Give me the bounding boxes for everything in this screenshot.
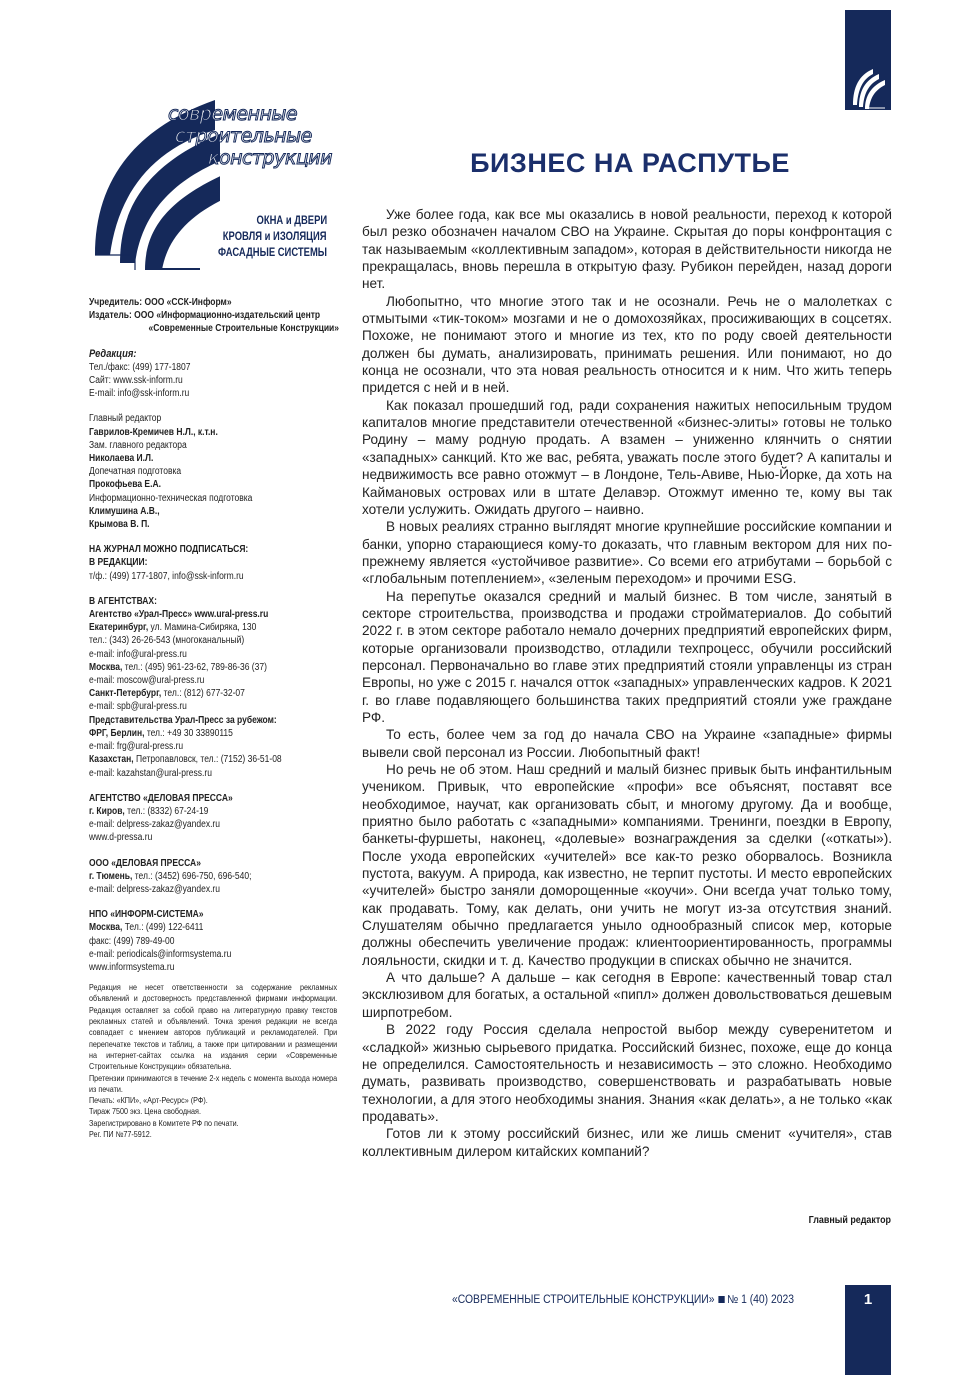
square-bullet-icon <box>718 1296 724 1303</box>
subscribe-contacts: т/ф.: (499) 177-1807, info@ssk-inform.ru <box>89 570 244 582</box>
registration-info: Зарегистрировано в Комитете РФ по печати. <box>89 1118 239 1128</box>
spb-line: Санкт-Петербург, тел.: (812) 677-32-07 <box>89 688 245 700</box>
page-footer <box>452 1294 794 1306</box>
paragraph: А что дальше? А дальше – как сегодня в Европе: качественный товар стал эксклюзивом для богатых, а остальной «пипл» должен довольствоваться дешевым ширпотребом. <box>362 970 892 1020</box>
author-signature: Главный редактор <box>808 1214 891 1226</box>
agencies-heading: В АГЕНТСТВАХ: <box>89 595 157 607</box>
ural-press-link[interactable]: Агентство «Урал-Пресс» www.ural-press.ru <box>89 609 269 621</box>
ekb-line: Екатеринбург, ул. Мамина-Сибиряка, 130 <box>89 622 257 634</box>
paragraph: В 2022 году Россия сделала непростой выбор между суверенитетом и «сладкой» жизнью сырьевого придатка. Российский бизнес, похоже, еще до конца не определился. Самостоятельность и независимость – это сложно. Необходимо думать, развивать производство, совершенствовать и разрабатывать новые технологии, а для этого необходимы знания. Знания «как делать», а не только «как продавать». <box>362 1022 892 1124</box>
staff-role: Зам. главного редактора <box>89 439 187 451</box>
dp-site[interactable]: www.d-pressa.ru <box>89 832 153 844</box>
founder-line: Учредитель: ООО «ССК-Информ» <box>89 297 232 308</box>
logo-word-3: конструкции <box>208 147 332 169</box>
logo-word-1: современные <box>168 103 298 125</box>
paragraph: На перепутье оказался средний и малый бизнес. В том числе, занятый в секторе строительства, производства и продажи стройматериалов. До событий 2022 г. в этом секторе работало немало дочерних предприятий европейских фирм, которые организовали производство, отладили техпроцесс, обучили российский персонал. Первоначально во главе этих предприятий стояли управленцы из стран Европы, но уже с 2015 г. начался отток «западных» управленческих кадров. К 2021 г. во главе подавляющего большинства таких предприятий стояли уже граждане РФ. <box>362 588 892 725</box>
logo-tagline-2: КРОВЛЯ и ИЗОЛЯЦИЯ <box>223 231 327 243</box>
paragraph: Уже более года, как все мы оказались в новой реальности, переход к которой был резко обозначен началом СВО на Украине. Скрытая до поры конфронтация с так называемым «коллективным западом», которая в действительности никогда не прекращалась, вновь перешла в открытую фазу. Рубикон перейден, назад дороги нет. <box>362 207 892 292</box>
paragraph: Но речь не об этом. Наш средний и малый бизнес привык быть инфантильным учеником. Привык, что европейские «профи» все объяснят, поставят все необходимое, научат, как организовать сбыт, и многому другому. Да и вообще, приятно было работать с «западными» компаниями. Тренинги, поездки в Европу, банкеты-фуршеты, наконец, «долевые» вознаграждения за сделки («откаты»). После ухода европейских «учителей» все как-то резко оборвалось. Возникла пустота, вакуум. А природа, как известно, не терпит пустоты. И место европейских «учителей» быстро заняли доморощенные «коучи». Они всегда учат только тому, как продавать. Тому, как делать, они учить не могут из-за отсутствия знаний. Слушателям обычно предлагается уныло однообразный список мер, которые должны обеспечить увеличение продаж: клиентоориентированность, программы лояльности, скидки и т. д. Качество продукции в списках обычно не значится. <box>362 762 892 968</box>
is-line: Москва, Тел.: (499) 122-6411 <box>89 922 204 934</box>
issue-number: № 1 (40) 2023 <box>727 1294 795 1306</box>
dp2-line: г. Тюмень, тел.: (3452) 696-750, 696-540; <box>89 870 252 882</box>
dp-line: г. Киров, тел.: (8332) 67-24-19 <box>89 805 209 817</box>
ekb-email[interactable]: e-mail: info@ural-press.ru <box>89 648 187 660</box>
is-heading: НПО «ИНФОРМ-СИСТЕМА» <box>89 909 204 921</box>
abroad-heading: Представительства Урал-Пресс за рубежом: <box>89 714 277 726</box>
journal-name: «СОВРЕМЕННЫЕ СТРОИТЕЛЬНЫЕ КОНСТРУКЦИИ» <box>452 1294 715 1306</box>
kz-line: Казахстан, Петропавловск, тел.: (7152) 36-51-08 <box>89 754 282 766</box>
dp2-heading: ООО «ДЕЛОВАЯ ПРЕССА» <box>89 857 201 869</box>
editorial-label: Редакция: <box>89 347 137 360</box>
registration-number: Рег. ПИ №77-5912. <box>89 1130 152 1139</box>
ekb-tel: тел.: (343) 26-26-543 (многоканальный) <box>89 635 245 647</box>
staff-role: Главный редактор <box>89 413 162 425</box>
masthead-sidebar <box>89 296 339 1140</box>
claims-note: Претензии принимаются в течение 2-х недель с момента выхода номера из печати. <box>89 1073 338 1094</box>
editorial-phone: Тел./факс: (499) 177-1807 <box>89 361 191 373</box>
article-title: БИЗНЕС НА РАСПУТЬЕ <box>470 148 790 178</box>
publisher-line-2: «Современные Строительные Конструкции» <box>148 323 340 335</box>
spb-email[interactable]: e-mail: spb@ural-press.ru <box>89 701 187 713</box>
subscribe-editorial: В РЕДАКЦИИ: <box>89 557 148 569</box>
is-email[interactable]: e-mail: periodicals@informsystema.ru <box>89 948 232 960</box>
print-info: Печать: «КПИ», «Арт-Ресурс» (РФ). <box>89 1096 208 1106</box>
header-brand-block <box>845 10 891 110</box>
staff-role: Информационно-техническая подготовка <box>89 492 253 504</box>
staff-name: Климушина А.В., <box>89 505 160 517</box>
staff-name: Прокофьева Е.А. <box>89 479 161 491</box>
editorial-email[interactable]: E-mail: info@ssk-inform.ru <box>89 388 190 400</box>
msk-email[interactable]: e-mail: moscow@ural-press.ru <box>89 675 205 687</box>
subscribe-heading: НА ЖУРНАЛ МОЖНО ПОДПИСАТЬСЯ: <box>89 544 249 556</box>
logo-tagline-3: ФАСАДНЫЕ СИСТЕМЫ <box>217 247 327 259</box>
paragraph: Как показал прошедший год, ради сохранения нажитых непосильным трудом капиталов многие представители отечественной «бизнес-элиты» готовы не только Родину – маму родную продать. А взамен – униженно клянчить о снятии «западных» санкций. Кто же вас, ребята, уважать после этого будет? А капиталы и недвижимость все равно отожмут – в Лондоне, Тель-Авиве, Нью-Йорке, да хоть на Каймановых островах или в штате Делавэр. Отожмут именно те, кому вы так хотели услужить. Ожидать другого – наивно. <box>362 397 892 517</box>
logo-word-2: строительные <box>175 125 312 147</box>
article-body <box>362 206 892 1160</box>
page-number: 1 <box>863 1291 873 1308</box>
dp2-email[interactable]: e-mail: delpress-zakaz@yandex.ru <box>89 883 220 895</box>
page-number-block <box>845 1285 891 1375</box>
de-email[interactable]: e-mail: frg@ural-press.ru <box>89 741 184 753</box>
circulation-info: Тираж 7500 экз. Цена свободная. <box>89 1107 201 1117</box>
staff-role: Допечатная подготовка <box>89 466 182 478</box>
publisher-line: Издатель: ООО «Информационно-издательский центр <box>89 310 321 322</box>
dp-email[interactable]: e-mail: delpress-zakaz@yandex.ru <box>89 819 220 831</box>
journal-logo <box>90 95 360 270</box>
paragraph: Готов ли к этому российский бизнес, или же лишь сменит «учителя», став коллективным дилером китайских компаний? <box>362 1126 892 1159</box>
staff-name: Гаврилов-Кремичев Н.Л., к.т.н. <box>89 426 218 438</box>
staff-name: Николаева И.Л. <box>89 453 154 465</box>
dp-heading: АГЕНТСТВО «ДЕЛОВАЯ ПРЕССА» <box>89 792 233 804</box>
paragraph: В новых реалиях странно выглядят многие крупнейшие российские компании и банки, упорно старающиеся кому-то доказать, что главным вектором для них по-прежнему является «устойчивое развитие». Со всеми его атрибутами – борьбой с «глобальным потеплением», «зеленым переходом» и прочими ESG. <box>362 519 892 587</box>
editorial-site[interactable]: Сайт: www.ssk-inform.ru <box>89 375 183 387</box>
is-fax: факс: (499) 789-49-00 <box>89 935 175 947</box>
logo-tagline-1: ОКНА и ДВЕРИ <box>256 215 327 227</box>
paragraph: То есть, более чем за год до начала СВО на Украине «западные» фирмы вывели свой персонал из России. Любопытный факт! <box>362 727 892 760</box>
msk-line: Москва, тел.: (495) 961-23-62, 789-86-36 (37) <box>89 661 267 673</box>
paragraph: Любопытно, что многие этого так и не осознали. Речь не о малолетках с отмытыми «тик-током» мозгами и не о домохозяйках, просиживающих в соцсетях. Похоже, не понимают этого и многие из тех, кто по роду своей деятельности должен бы думать, анализировать, принимать решения. Или понимают, но до конца не осознали, что эта новая реальность относится и к ним. Что жить теперь придется с ней и в ней. <box>362 293 892 396</box>
staff-name: Крымова В. П. <box>89 519 150 531</box>
is-site[interactable]: www.informsystema.ru <box>89 961 175 973</box>
de-line: ФРГ, Берлин, тел.: +49 30 33890115 <box>89 727 233 739</box>
disclaimer: Редакция не несет ответственности за содержание рекламных объявлений и достоверность представленной фирмами информации. Редакция оставляет за собой право на литературную правку текстов рекламных статей и объявлений. Точка зрения редакции не всегда совпадает с мнением авторов публикаций и рекламодателей. При перепечатке текстов и таблиц, а также при цитировании и размещении на интернет-сайтах ссылка на издания серии «Современные Строительные Конструкции» обязательна. <box>89 983 338 1072</box>
kz-email[interactable]: e-mail: kazahstan@ural-press.ru <box>89 767 212 779</box>
arcs-logo-icon <box>851 65 887 109</box>
